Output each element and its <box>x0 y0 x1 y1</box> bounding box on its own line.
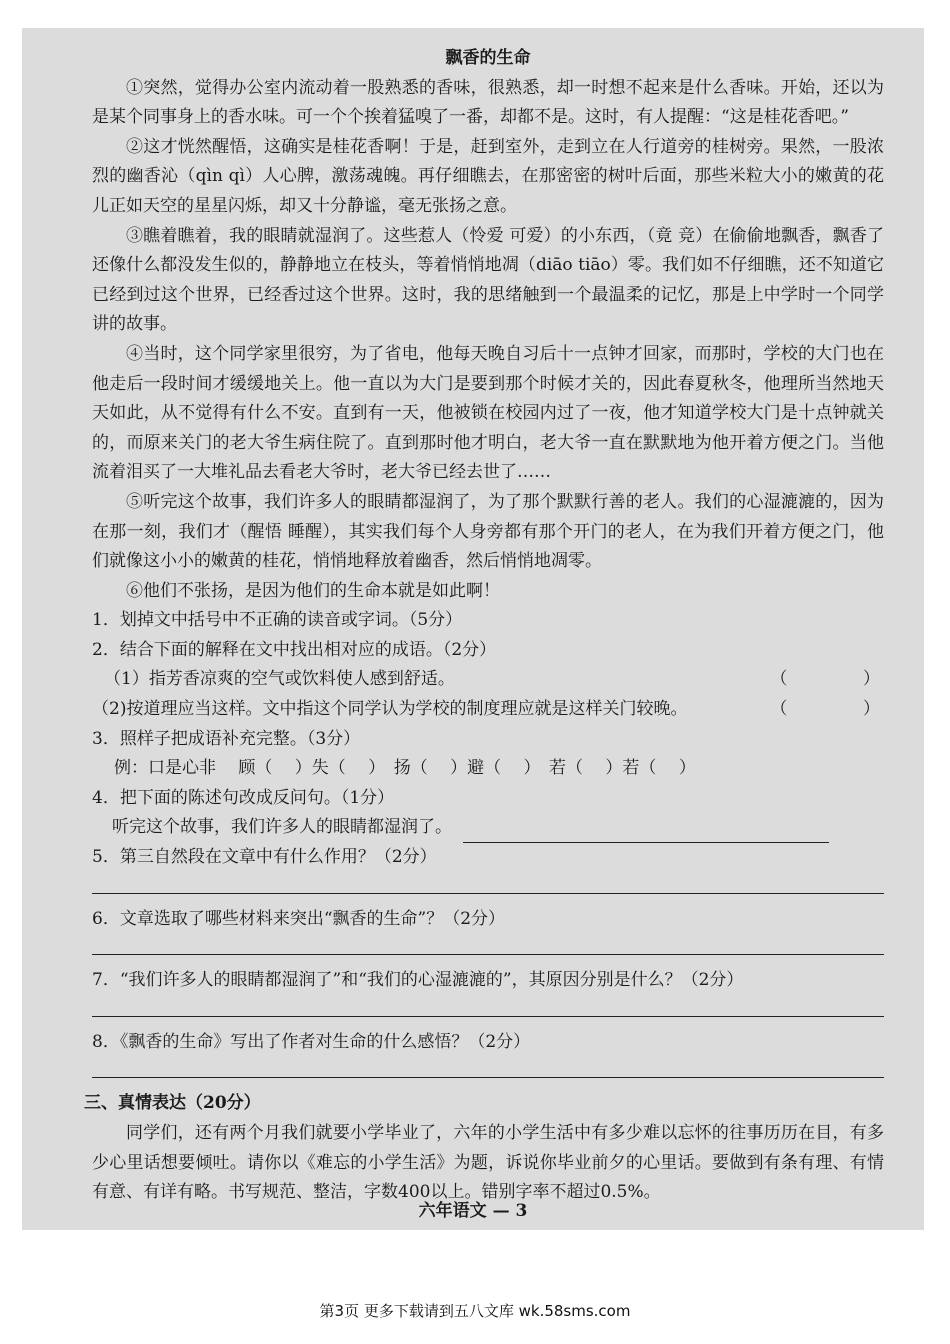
download-note: 第3页 更多下载请到五八文库 wk.58sms.com <box>319 1302 631 1320</box>
section-3-prompt: 同学们，还有两个月我们就要小学毕业了，六年的小学生活中有多少难以忘怀的往事历历在目，有多少心里话想要倾吐。请你以《难忘的小学生活》为题，诉说你毕业前夕的心里话。要做到有条有理、有情有意、有详有略。书写规范、整洁，字数400以上。错别字率不超过0.5%。 <box>92 1123 884 1203</box>
answer-blank[interactable]: （ ） <box>770 699 880 720</box>
question-2-item-2 <box>92 695 884 725</box>
article-paragraph-1: ①突然，觉得办公室内流动着一股熟悉的香味，很熟悉，却一时想不起来是什么香味。开始，还以为是某个同事身上的香水味。可一个个挨着猛嗅了一番，却都不是。这时，有人提醒：“这是桂花香吧。” <box>92 77 884 128</box>
question-4: 4．把下面的陈述句改成反问句。（1分） <box>92 787 395 808</box>
answer-line[interactable] <box>92 996 884 1017</box>
answer-line[interactable] <box>92 1057 884 1078</box>
answer-line[interactable] <box>463 824 829 843</box>
answer-line[interactable] <box>92 873 884 894</box>
question-6: 6．文章选取了哪些材料来突出“飘香的生命”？（2分） <box>92 908 506 929</box>
question-5: 5．第三自然段在文章中有什么作用？（2分） <box>92 847 437 868</box>
page-number-label: 六年语文 — 3 <box>418 1201 528 1221</box>
article-paragraph-4: ④当时，这个同学家里很穷，为了省电，他每天晚自习后十一点钟才回家，而那时，学校的大门也在他走后一段时间才缓缓地关上。他一直以为大门是要到那个时候才关的，因此春夏秋冬，他理所当然地天天如此，从不觉得有什么不安。直到有一天，他被锁在校园内过了一夜，他才知道学校大门是十点钟就关的，而原来关门的老大爷生病住院了。直到那时他才明白，老大爷一直在默默地为他开着方便之门。当他流着泪买了一大堆礼品去看老大爷时，老大爷已经去世了…… <box>92 343 884 483</box>
question-2-item-1-text: （1）指芳香凉爽的空气或饮料使人感到舒适。 <box>104 669 455 690</box>
question-2: 2．结合下面的解释在文中找出相对应的成语。（2分） <box>92 639 497 660</box>
article-paragraph-3: ③瞧着瞧着，我的眼睛就湿润了。这些惹人（怜爱 可爱）的小东西，（竟 竞）在偷偷地飘香，飘香了还像什么都没发生似的，静静地立在枝头，等着悄悄地凋（diāo tiāo）零。我们如不仔细瞧，还不知道它已经到过这个世界，已经香过这个世界。这时，我的思绪触到一个最温柔的记忆，那是上中学时一个同学讲的故事。 <box>92 225 884 335</box>
question-8: 8．《飘香的生命》写出了作者对生命的什么感悟？（2分） <box>92 1031 531 1052</box>
answer-blank[interactable]: （ ） <box>770 669 880 690</box>
question-1: 1．划掉文中括号中不正确的读音或字词。（5分） <box>92 610 463 631</box>
answer-line[interactable] <box>92 934 884 955</box>
article-paragraph-5: ⑤听完这个故事，我们许多人的眼睛都湿润了，为了那个默默行善的老人。我们的心湿漉漉的，因为在那一刻，我们才（醒悟 睡醒），其实我们每个人身旁都有那个开门的老人，在为我们开着方便之门，他们就像这小小的嫩黄的桂花，悄悄地释放着幽香，然后悄悄地凋零。 <box>92 491 884 572</box>
question-7: 7．“我们许多人的眼睛都湿润了”和“我们的心湿漉漉的”，其原因分别是什么？（2分） <box>92 970 744 991</box>
exam-page <box>22 28 924 1230</box>
article-title: 飘香的生命 <box>445 48 531 68</box>
section-3-heading: 三、真情表达（20分） <box>84 1093 261 1114</box>
article-paragraph-6: ⑥他们不张扬，是因为他们的生命本就是如此啊！ <box>126 580 500 601</box>
question-4-sentence: 听完这个故事，我们许多人的眼睛都湿润了。 <box>112 817 452 838</box>
question-2-item-1 <box>92 665 884 695</box>
question-3: 3．照样子把成语补充完整。（3分） <box>92 728 361 749</box>
question-3-example: 例：口是心非 顾（ ）失（ ） 扬（ ）避（ ） 若（ ）若（ ） <box>114 758 696 779</box>
page-content <box>84 44 884 1208</box>
question-4-sentence-row <box>92 813 884 843</box>
article-paragraph-2: ②这才恍然醒悟，这确实是桂花香啊！于是，赶到室外，走到立在人行道旁的桂树旁。果然，一股浓烈的幽香沁（qìn qì）人心脾，激荡魂魄。再仔细瞧去，在那密密的树叶后面，那些米粒大小的嫩黄的花儿正如天空的星星闪烁，却又十分静谧，毫无张扬之意。 <box>92 136 884 216</box>
question-2-item-2-text: （2)按道理应当这样。文中指这个同学认为学校的制度理应就是这样关门较晚。 <box>92 699 688 720</box>
